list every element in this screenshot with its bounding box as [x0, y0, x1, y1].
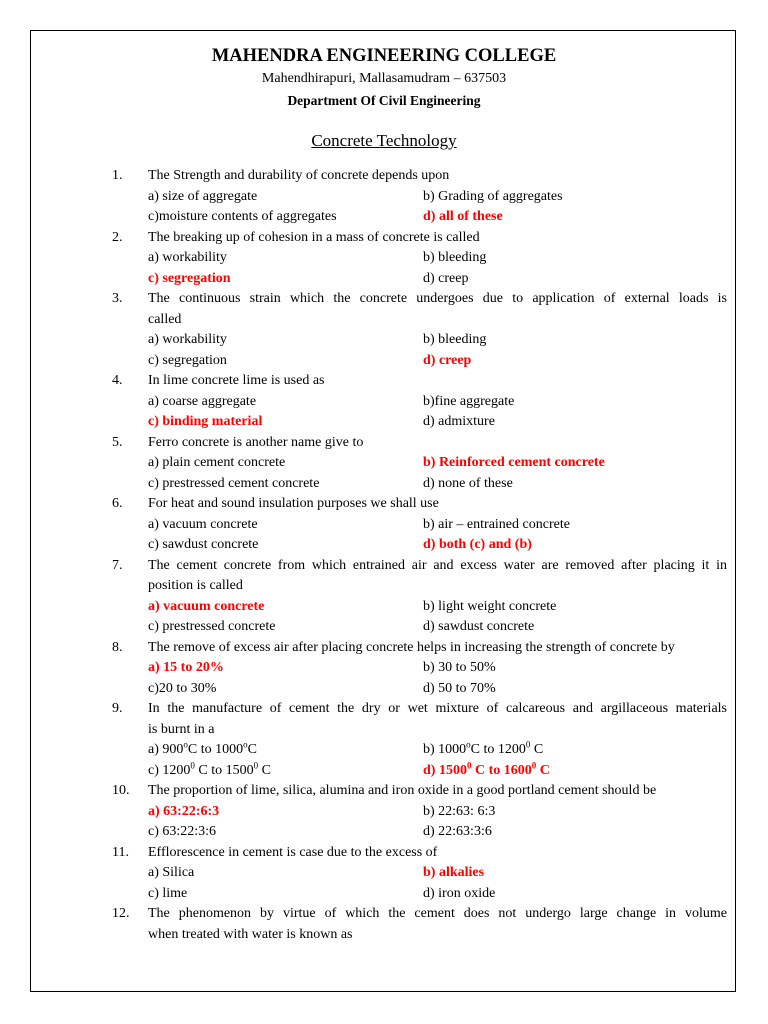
question-line — [0, 433, 768, 454]
department-name: Department Of Civil Engineering — [287, 93, 481, 108]
question-number: 7. — [112, 557, 123, 573]
options-row — [0, 658, 768, 679]
options-row — [0, 761, 768, 782]
question-line — [0, 228, 768, 249]
question-number: 11. — [112, 844, 129, 860]
options-row — [0, 351, 768, 372]
option-b: b) bleeding — [423, 250, 487, 265]
option-a: a) size of aggregate — [148, 188, 258, 204]
option-b: b) 1000$^o$C to 1200$^0$ C — [423, 739, 544, 757]
option-d-correct: d) both (c) and (b) — [423, 537, 532, 552]
question-line — [0, 781, 768, 802]
question-line — [0, 166, 768, 187]
option-c: c) sawdust concrete — [148, 537, 259, 552]
college-name: MAHENDRA ENGINEERING COLLEGE — [211, 46, 557, 66]
question-text: For heat and sound insulation purposes we shall use — [148, 496, 439, 511]
option-a: a) workability — [148, 332, 227, 347]
option-a: a) vacuum concrete — [148, 516, 258, 532]
subject-title: Concrete Technology — [311, 131, 457, 150]
question-line — [0, 556, 768, 577]
options-row — [0, 474, 768, 495]
question-number: 8. — [112, 639, 123, 655]
question-text: Efflorescence in cement is case due to the excess of — [148, 844, 438, 860]
question-text: The breaking up of cohesion in a mass of concrete is called — [148, 229, 480, 245]
question-number: 10. — [112, 783, 130, 798]
option-c: c) segregation — [148, 352, 227, 368]
option-d-correct: d) 1500$^0$ C to 1600$^0$ C — [423, 759, 550, 778]
option-d: d) 22:63:3:6 — [423, 824, 492, 839]
question-number: 5. — [112, 434, 123, 450]
options-row — [0, 330, 768, 351]
options-row — [0, 740, 768, 761]
question-text: In lime concrete lime is used as — [148, 373, 325, 388]
option-a-correct: a) vacuum concrete — [148, 598, 265, 614]
option-b: b) air – entrained concrete — [423, 516, 570, 532]
option-a-correct: a) 63:22:6:3 — [148, 803, 220, 819]
question-line — [0, 699, 768, 720]
option-d-correct: d) creep — [423, 352, 472, 368]
option-c: c) prestressed cement concrete — [148, 475, 320, 491]
options-row — [0, 207, 768, 228]
option-b: b) light weight concrete — [423, 598, 557, 614]
options-row — [0, 453, 768, 474]
question-number: 1. — [112, 168, 123, 183]
option-a: a) workability — [148, 250, 227, 265]
options-row — [0, 248, 768, 269]
option-c: c)20 to 30% — [148, 680, 217, 696]
option-d: d) none of these — [423, 475, 513, 491]
option-a: a) coarse aggregate — [148, 393, 257, 409]
option-c-correct: c) binding material — [148, 414, 263, 429]
question-number: 4. — [112, 373, 123, 388]
question-text: The Strength and durability of concrete depends upon — [148, 168, 450, 183]
options-row — [0, 597, 768, 618]
option-c: c) prestressed concrete — [148, 619, 276, 634]
question-number: 2. — [112, 229, 123, 245]
option-c: c) 1200$^0$ C to 1500$^0$ C — [148, 759, 271, 778]
options-row — [0, 392, 768, 413]
question-text: position is called — [148, 578, 243, 593]
question-line — [0, 289, 768, 310]
option-a: a) 900$^o$C to 1000$^o$C — [148, 739, 257, 757]
question-text: The proportion of lime, silica, alumina and iron oxide in a good portland cement should be — [148, 783, 657, 798]
option-b: b) bleeding — [423, 332, 487, 347]
option-c: c) 63:22:3:6 — [148, 824, 217, 839]
option-b-correct: b) Reinforced cement concrete — [423, 455, 605, 470]
options-row — [0, 863, 768, 884]
options-row — [0, 802, 768, 823]
question-line — [0, 371, 768, 392]
question-line — [0, 925, 768, 946]
question-line — [0, 843, 768, 864]
option-d: d) admixture — [423, 414, 495, 429]
option-a: a) plain cement concrete — [148, 455, 286, 470]
question-line — [0, 576, 768, 597]
option-c: c)moisture contents of aggregates — [148, 209, 337, 224]
option-d-correct: d) all of these — [423, 209, 503, 224]
question-number: 12. — [112, 906, 130, 921]
option-a: a) Silica — [148, 865, 195, 880]
question-line — [0, 638, 768, 659]
question-text: Ferro concrete is another name give to — [148, 434, 364, 450]
question-line — [0, 904, 768, 925]
options-row — [0, 679, 768, 700]
question-text: when treated with water is known as — [148, 926, 353, 942]
options-row — [0, 269, 768, 290]
option-b: b) 30 to 50% — [423, 660, 496, 675]
option-b: b) 22:63: 6:3 — [423, 803, 496, 819]
option-d: d) 50 to 70% — [423, 680, 496, 696]
question-text: The phenomenon by virtue of which the cement does not undergo large change in volume — [148, 906, 727, 921]
option-c-correct: c) segregation — [148, 270, 231, 286]
options-row — [0, 412, 768, 433]
question-text: is burnt in a — [148, 721, 215, 737]
question-number: 9. — [112, 701, 123, 716]
options-row — [0, 535, 768, 556]
options-row — [0, 187, 768, 208]
option-b-correct: b) alkalies — [423, 865, 485, 880]
question-text: In the manufacture of cement the dry or wet mixture of calcareous and argillaceous materials — [148, 701, 727, 716]
options-row — [0, 822, 768, 843]
option-c: c) lime — [148, 885, 188, 901]
question-line — [0, 310, 768, 331]
question-text: The continuous strain which the concrete undergoes due to application of external loads is — [148, 291, 727, 306]
question-line — [0, 494, 768, 515]
option-d: d) creep — [423, 270, 469, 286]
options-row — [0, 617, 768, 638]
question-text: The cement concrete from which entrained air and excess water are removed after placing it in — [148, 557, 727, 573]
question-text: called — [148, 311, 182, 327]
college-address: Mahendhirapuri, Mallasamudram – 637503 — [261, 71, 507, 86]
option-d: d) sawdust concrete — [423, 619, 535, 634]
question-number: 6. — [112, 496, 123, 511]
question-line — [0, 720, 768, 741]
options-row — [0, 884, 768, 905]
options-row — [0, 515, 768, 536]
option-a-correct: a) 15 to 20% — [148, 660, 224, 675]
option-b: b)fine aggregate — [423, 393, 515, 409]
option-b: b) Grading of aggregates — [423, 188, 563, 204]
question-text: The remove of excess air after placing concrete helps in increasing the strength of concrete by — [148, 639, 675, 655]
option-d: d) iron oxide — [423, 885, 496, 901]
question-number: 3. — [112, 291, 123, 306]
question-list — [0, 166, 768, 945]
